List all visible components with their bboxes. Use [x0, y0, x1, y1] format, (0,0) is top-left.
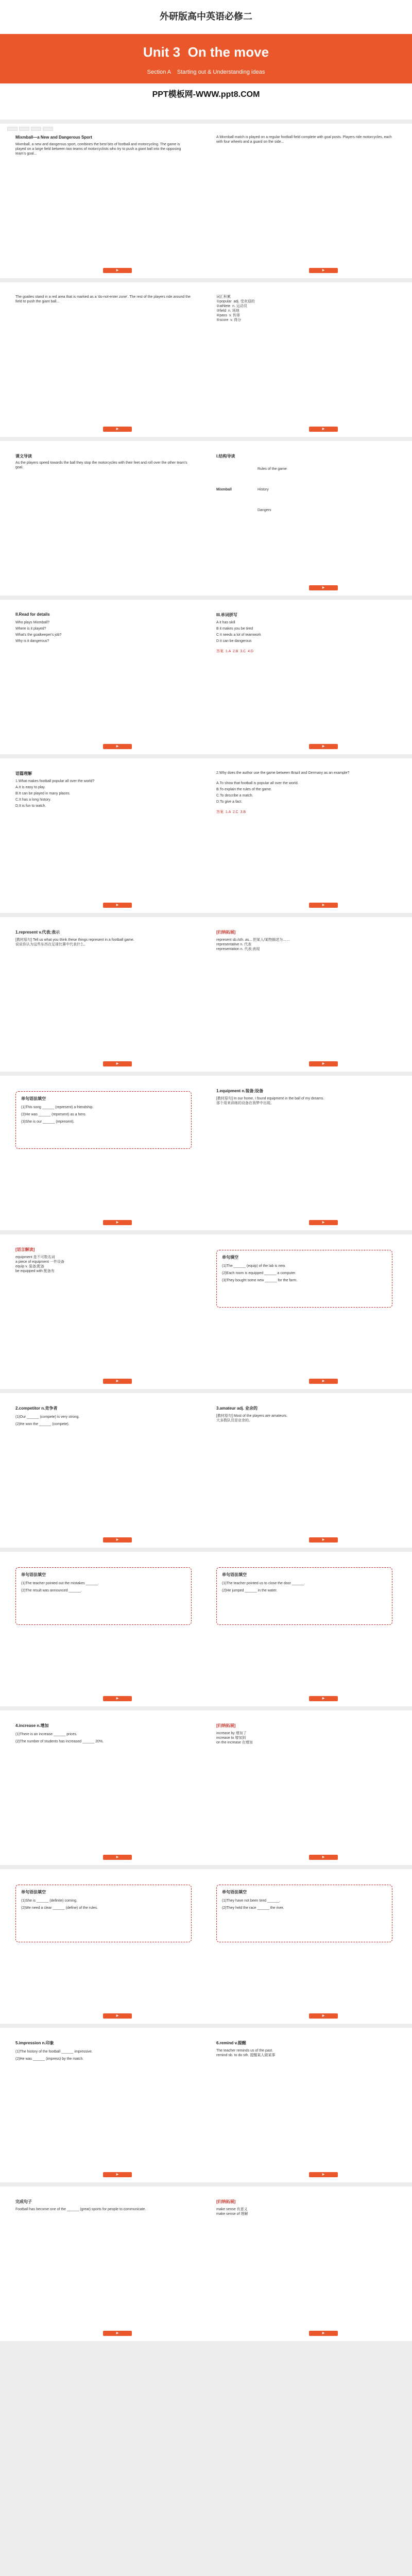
exercise-item: (1)There is an increase ______ prices.	[15, 1733, 77, 1736]
question-item: Why is it dangerous?	[15, 639, 49, 643]
option-item: A.It is easy to play.	[15, 786, 46, 789]
watermark-text: PPT模板网-WWW.ppt8.COM	[152, 90, 260, 99]
option-item: D.It is fun to watch.	[15, 804, 46, 808]
structure-item: Rules of the game	[258, 467, 287, 471]
nav-button[interactable]: ▶	[103, 427, 132, 432]
question-item: 1.What makes football popular all over the world?	[15, 779, 95, 783]
nav-button[interactable]: ▶	[309, 1696, 338, 1701]
section-heading: 单句填空	[222, 1255, 238, 1260]
answer-text: 答案 1.A 2.B 3.C 4.D	[216, 650, 253, 653]
nav-button[interactable]: ▶	[309, 427, 338, 432]
nav-button[interactable]: ▶	[103, 1537, 132, 1543]
section-heading: 课文导读	[15, 454, 32, 459]
nav-button[interactable]: ▶	[103, 1061, 132, 1066]
section-body: equipment 是不可数名词 a piece of equipment 一件设备 equip v. 装备;配备 be equipped with 配备有	[15, 1256, 64, 1273]
section-body: [教材原句] Most of the players are amateurs. 大多数队员是业余的。	[216, 1414, 288, 1422]
exercise-item: (1)This song ______ (represent) a friendship.	[21, 1106, 94, 1109]
book-title: 外研版高中英语必修二	[160, 11, 252, 22]
section-body: The teacher reminds us of the past. remind sb. to do sth. 提醒某人做某事	[216, 2049, 276, 2057]
nav-button[interactable]: ▶	[309, 2331, 338, 2336]
section-heading: 单句语法填空	[222, 1572, 247, 1577]
section-heading: [归纳拓展]	[216, 2199, 236, 2204]
slide-grammar-2	[0, 1869, 412, 2024]
nav-button[interactable]: ▶	[309, 1220, 338, 1225]
exercise-item: (2)He jumped ______ in the water.	[222, 1589, 278, 1592]
slide-structure	[0, 441, 412, 596]
exercise-item: (1)The teacher pointed us to close the door ______.	[222, 1582, 305, 1585]
exercise-item: (1)She is ______ (definite) coming.	[21, 1899, 77, 1903]
question-item: 2.Why does the author use the game between Brazil and Germany as an example?	[216, 771, 350, 775]
nav-button[interactable]: ▶	[309, 1379, 338, 1384]
slide-vocab-represent	[0, 917, 412, 1072]
nav-button[interactable]: ▶	[103, 268, 132, 273]
section-body: [教材原句] In our home, I found equipment in the ball of my dreams. 那个用来训练的设备在我梦中出现。	[216, 1097, 324, 1105]
section-heading: 5.impression n.印象	[15, 2041, 54, 2045]
option-item: B.To explain the rules of the game.	[216, 788, 272, 791]
slide-comprehension	[0, 758, 412, 913]
nav-button[interactable]: ▶	[103, 1379, 132, 1384]
option-item: B.It can be played in many places.	[15, 792, 71, 795]
slide-sentence-completion	[0, 2187, 412, 2341]
nav-button[interactable]: ▶	[309, 2172, 338, 2177]
exercise-item: (2)Each room is equipped ______ a computer.	[222, 1272, 296, 1275]
exercise-item: (1)The history of the football ______ impressive.	[15, 2050, 93, 2054]
section-heading: II.Read for details	[15, 612, 50, 617]
nav-button[interactable]: ▶	[309, 2013, 338, 2019]
nav-button[interactable]: ▶	[103, 903, 132, 908]
exercise-box	[15, 1567, 192, 1625]
slide-reading-1	[0, 124, 412, 278]
nav-button[interactable]: ▶	[103, 1696, 132, 1701]
section-heading: 6.remind v.提醒	[216, 2041, 246, 2045]
option-item: B it makes you be tired	[216, 627, 253, 631]
option-item: A it has skill	[216, 621, 235, 624]
reading-heading: Mixmball—a New and Dangerous Sport	[15, 135, 92, 140]
nav-button[interactable]: ▶	[103, 2013, 132, 2019]
nav-button[interactable]: ▶	[309, 268, 338, 273]
nav-tab[interactable]	[19, 127, 29, 131]
section-heading: 1.equipment n.装备;设备	[216, 1089, 264, 1093]
answer-text: 答案 1.A 2.C 3.B	[216, 810, 246, 814]
section-body: increase by 增加了 increase to 增加到 on the increase 在增加	[216, 1732, 253, 1744]
section-title: Section A Starting out & Understanding ideas	[147, 69, 265, 75]
cover-slide	[0, 0, 412, 120]
slide-vocab-impression	[0, 2028, 412, 2182]
exercise-box	[216, 1885, 392, 1942]
nav-button[interactable]: ▶	[309, 1855, 338, 1860]
section-heading: 2.competitor n.竞争者	[15, 1406, 58, 1411]
exercise-box	[216, 1250, 392, 1308]
exercise-box	[15, 1885, 192, 1942]
slide-grammar-1	[0, 1552, 412, 1706]
section-heading: [语言解读]	[15, 1247, 35, 1252]
exercise-item: (1)They have not been tired ______.	[222, 1899, 281, 1903]
option-item: C it needs a lot of teamwork	[216, 633, 261, 637]
nav-tab[interactable]	[43, 127, 53, 131]
nav-button[interactable]: ▶	[309, 585, 338, 590]
slide-reading-2	[0, 282, 412, 437]
nav-button[interactable]: ▶	[309, 903, 338, 908]
exercise-item: (2)He won the ______ (compete).	[15, 1422, 70, 1426]
reading-left-text: The goalies stand in a red area that is marked as a 'do-not-enter zone'. The rest of the players ride around the field to push the giant ball...	[15, 295, 192, 303]
question-item: Where is it played?	[15, 627, 46, 631]
exercise-box	[15, 1091, 192, 1149]
section-heading: 单句语法填空	[21, 1096, 46, 1101]
exercise-item: (1)The ______ (equip) of the lab is new.	[222, 1264, 286, 1268]
reading-left-text: Mixmball, a new and dangerous sport, combines the best bits of football and motorcycling. The game is played on a large field between two teams of motorcyclists who try to push a giant ball into the opposing team's goal...	[15, 143, 182, 156]
slide-equipment-exercise	[0, 1234, 412, 1389]
exercise-item: (1)The teacher pointed out the mistakes ______.	[21, 1582, 99, 1585]
slide-nav	[7, 127, 53, 131]
exercise-item: (2)He was ______ (represent) as a hero.	[21, 1113, 87, 1116]
question-item: What's the goalkeeper's job?	[15, 633, 62, 637]
nav-tab[interactable]	[7, 127, 18, 131]
nav-button[interactable]: ▶	[103, 2172, 132, 2177]
exercise-item: (2)The number of students has increased ______ 20%.	[15, 1740, 104, 1743]
option-item: D it can be dangerous	[216, 639, 252, 643]
nav-button[interactable]: ▶	[103, 2331, 132, 2336]
section-heading: 完成句子	[15, 2199, 32, 2204]
option-item: D.To give a fact.	[216, 800, 243, 804]
section-body: represent sb./sth. as... 把某人/某物描述为…… representative n. 代表 representation n. 代表;表现	[216, 938, 290, 951]
exercise-item: (3)She is our ______ (represent).	[21, 1120, 75, 1124]
section-heading: [归纳拓展]	[216, 1723, 236, 1728]
nav-button[interactable]: ▶	[309, 1537, 338, 1543]
section-heading: 3.amateur adj. 业余的	[216, 1406, 258, 1411]
section-heading: 语篇理解	[15, 771, 32, 776]
exercise-item: (3)They bought some new ______ for the farm.	[222, 1279, 298, 1282]
option-item: A.To show that football is popular all over the world.	[216, 782, 299, 785]
section-heading: 4.increase n.增加	[15, 1723, 49, 1728]
nav-button[interactable]: ▶	[103, 1220, 132, 1225]
slide-vocab-competitor	[0, 1393, 412, 1548]
section-heading: 单句语法填空	[21, 1572, 46, 1577]
exercise-item: (2)We need a clear ______ (define) of the rules.	[21, 1906, 98, 1910]
section-body: make sense 有意义 make sense of 理解	[216, 2208, 248, 2216]
section-body: [教材原句] Tell us what you think these things represent in a football game. 说说你认为这些东西在足球比赛中代表什么。	[15, 938, 134, 946]
section-heading: 1.represent v.代表;表示	[15, 930, 60, 935]
exercise-item: (1)Our ______ (compete) is very strong.	[15, 1415, 80, 1419]
nav-button[interactable]: ▶	[309, 744, 338, 749]
slide-vocab-equipment	[0, 1076, 412, 1230]
section-heading: [归纳拓展]	[216, 930, 236, 935]
structure-item: Mixmball	[216, 488, 232, 492]
slide-details	[0, 600, 412, 754]
exercise-item: (2)The result was announced ______.	[21, 1589, 82, 1592]
exercise-box	[216, 1567, 392, 1625]
exercise-item: (2)They held the race ______ the river.	[222, 1906, 284, 1910]
section-body: As the players speed towards the ball they stop the motorcycles with their feet and roll over the other team's goal.	[15, 461, 188, 469]
option-item: C.To describe a match.	[216, 794, 253, 798]
structure-item: History	[258, 488, 269, 492]
section-body: Football has become one of the ______ (great) sports for people to communicate.	[15, 2208, 146, 2211]
nav-button[interactable]: ▶	[103, 1855, 132, 1860]
section-heading: I.结构导读	[216, 454, 235, 459]
section-heading: 单句语法填空	[21, 1890, 46, 1894]
option-item: C.It has a long history.	[15, 798, 52, 802]
structure-item: Dangers	[258, 509, 271, 512]
nav-tab[interactable]	[31, 127, 41, 131]
section-heading: 单句语法填空	[222, 1890, 247, 1894]
exercise-item: (2)He was ______ (impress) by the match.	[15, 2057, 84, 2061]
unit-title: Unit 3 On the move	[143, 44, 269, 60]
reading-right-text: A Mixmball match is played on a regular football field complete with goal posts. Players ride motorcycles, each with four wheels and a guard on the side...	[216, 135, 393, 144]
section-heading: III.单词拼写	[216, 613, 237, 617]
question-item: Who plays Mixmball?	[15, 621, 50, 624]
structure-diagram	[216, 462, 391, 523]
nav-button[interactable]: ▶	[309, 1061, 338, 1066]
vocab-list: 词汇积累 ①popular adj. 受欢迎的 ②athlete n. 运动员 ③field n. 场地 ④pass v. 传球 ⑤score v. 得分	[216, 295, 255, 322]
slide-vocab-increase	[0, 1710, 412, 1865]
nav-button[interactable]: ▶	[103, 744, 132, 749]
